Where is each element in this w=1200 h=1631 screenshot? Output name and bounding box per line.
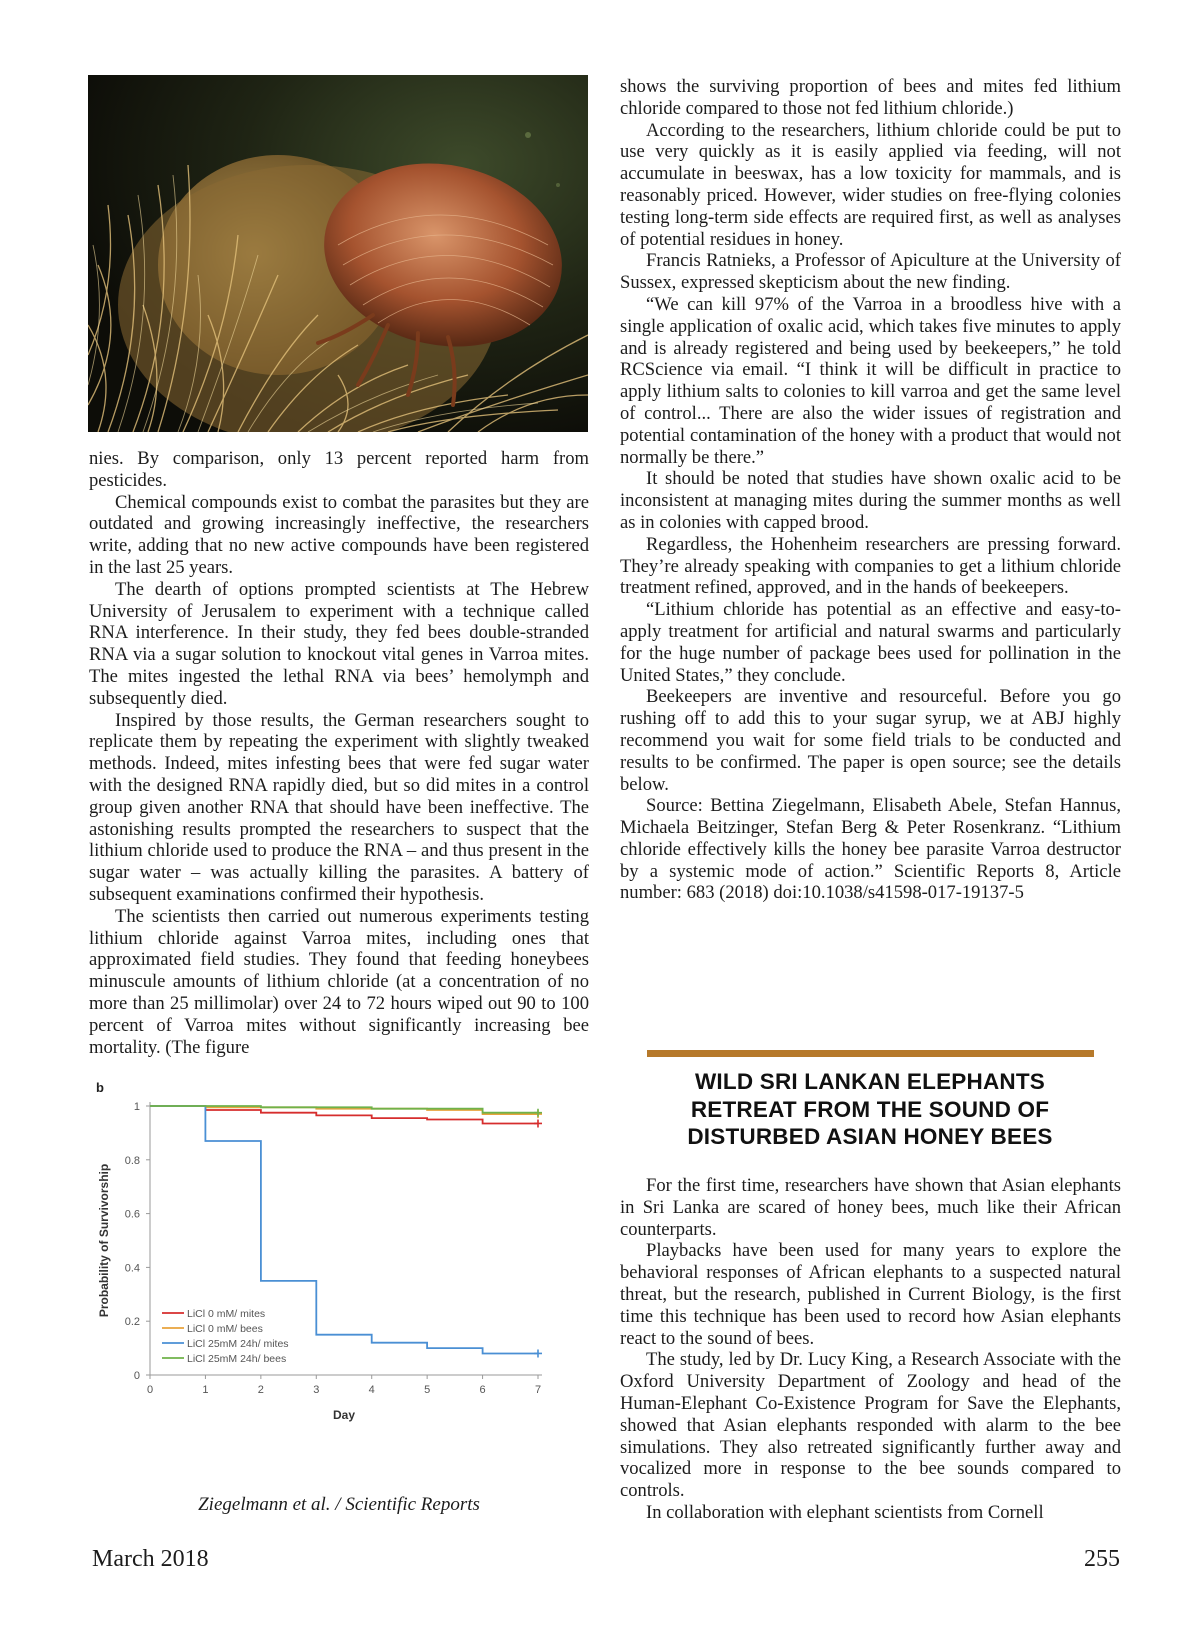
x-tick-label: 4 <box>368 1384 375 1396</box>
article-paragraph: For the first time, researchers have shown that Asian elephants in Sri Lanka are scared of honey bees, much like their African counterparts. <box>620 1175 1121 1240</box>
y-axis-label: Probability of Survivorship <box>97 1163 111 1318</box>
y-tick-label: 1 <box>133 1101 140 1113</box>
y-tick-label: 0.8 <box>124 1154 140 1167</box>
x-tick-label: 2 <box>257 1384 264 1396</box>
right-article-column-top <box>620 76 1121 904</box>
chart-axes <box>125 1101 542 1396</box>
legend-entry: LiCl 25mM 24h/ mites <box>187 1338 289 1350</box>
x-tick-label: 0 <box>146 1384 154 1396</box>
panel-label: b <box>96 1080 104 1095</box>
article-paragraph: According to the researchers, lithium chloride could be put to use very quickly as it is easily applied via feeding, will not accumulate in beeswax, has a low toxicity for mammals, and is reasonably priced. However, wider studies on free-flying colonies testing long-term side effects are required first, as well as analyses of potential residues in honey. <box>620 119 1121 250</box>
article-paragraph: Regardless, the Hohenheim researchers are pressing forward. They’re already speaking with companies to get a lithium chloride treatment refined, approved, and in the hands of beekeepers. <box>620 533 1121 599</box>
page-number: 255 <box>1084 1546 1120 1572</box>
article-paragraph: Chemical compounds exist to combat the parasites but they are outdated and growing increasingly ineffective, the researchers write, adding that no new active compounds have been registered in the last 25 years. <box>89 491 589 578</box>
article-paragraph: shows the surviving proportion of bees and mites fed lithium chloride compared to those not fed lithium chloride.) <box>620 76 1121 119</box>
x-axis-label: Day <box>332 1408 356 1422</box>
survivorship-chart <box>88 1080 590 1512</box>
article-paragraph: “We can kill 97% of the Varroa in a broodless hive with a single application of oxalic acid, which takes five minutes to apply and is already registered and being used by beekeepers,” he told RCScience via email. “I think it will be difficult in practice to apply lithium salts to colonies to kill varroa and get the same level of control... There are also the wider issues of registration and potential contamination of the honey with a product that would not normally be there.” <box>620 293 1121 468</box>
article-paragraph: Francis Ratnieks, a Professor of Apiculture at the University of Sussex, expressed skepticism about the new finding. <box>620 250 1121 294</box>
figure-caption: Ziegelmann et al. / Scientific Reports <box>198 1494 480 1515</box>
article-paragraph: Inspired by those results, the German researchers sought to replicate them by repeating the experiment with slightly tweaked methods. Indeed, mites infesting bees that were fed sugar water with the designed RNA rapidly died, but so did mites in a control group given another RNA that should have been ineffective. The astonishing results prompted the researchers to suspect that the lithium chloride used to produce the RNA – and thus present in the sugar water – was actually killing the parasites. A battery of subsequent examinations confirmed their hypothesis. <box>89 709 589 905</box>
y-tick-label: 0.2 <box>124 1316 140 1329</box>
article-paragraph: In collaboration with elephant scientists from Cornell <box>646 1501 1044 1523</box>
x-tick-label: 3 <box>313 1384 320 1396</box>
article-paragraph: The scientists then carried out numerous experiments testing lithium chloride against Varroa mites, including ones that approximated field studies. They found that feeding honeybees minuscule amounts of lithium chloride (at a concentration of no more than 25 millimolar) over 24 to 72 hours wiped out 90 to 100 percent of Varroa mites without significantly increasing bee mortality. (The figure <box>89 905 589 1058</box>
footer-date: March 2018 <box>92 1546 209 1572</box>
article-paragraph: The study, led by Dr. Lucy King, a Research Associate with the Oxford University Department of Zoology and head of the Human-Elephant Co-Existence Program for Save the Elephants, showed that Asian elephants responded with alarm to the bee simulations. They also retreated significantly further away and vocalized more in response to the bee sounds compared to controls. <box>620 1349 1121 1502</box>
varroa-mite-photo <box>88 75 588 432</box>
x-tick-label: 7 <box>534 1384 542 1396</box>
legend-entry: LiCl 25mM 24h/ bees <box>187 1353 287 1365</box>
y-tick-label: 0.6 <box>124 1208 140 1221</box>
chart-legend <box>162 1308 289 1365</box>
legend-entry: LiCl 0 mM/ mites <box>187 1308 266 1320</box>
y-tick-label: 0 <box>133 1370 140 1382</box>
y-tick-label: 0.4 <box>124 1262 140 1275</box>
x-tick-label: 5 <box>424 1384 431 1396</box>
right-article-column-bottom <box>620 1175 1121 1524</box>
censor-mark <box>534 1349 542 1357</box>
x-tick-label: 6 <box>479 1384 486 1396</box>
article-paragraph: “Lithium chloride has potential as an effective and easy-to-apply treatment for artificial and natural swarms and particularly for the huge number of package bees used for pollination in the United States,” they conclude. <box>620 599 1121 686</box>
censor-mark <box>534 1119 542 1127</box>
article-paragraph: The dearth of options prompted scientists at The Hebrew University of Jerusalem to experiment with a technique called RNA interference. In their study, they fed bees double-stranded RNA via a sugar solution to knockout vital genes in Varroa mites. The mites ingested the lethal RNA via bees’ hemolymph and subsequently died. <box>89 578 589 709</box>
article-paragraph: It should be noted that studies have shown oxalic acid to be inconsistent at managing mites during the summer months as well as in colonies with capped brood. <box>620 468 1121 533</box>
survivorship-chart-svg <box>88 1080 590 1490</box>
article-paragraph: nies. By comparison, only 13 percent reported harm from pesticides. <box>89 448 589 491</box>
x-tick-label: 1 <box>202 1384 209 1396</box>
article-paragraph: Playbacks have been used for many years to explore the behavioral responses of African elephants to a suspected natural threat, but the research, published in Current Biology, is the first time this technique has been used to record how Asian elephants react to the sound of bees. <box>620 1240 1121 1349</box>
varroa-mite-illustration <box>88 75 588 432</box>
legend-entry: LiCl 0 mM/ bees <box>187 1323 263 1335</box>
source-citation: Source: Bettina Ziegelmann, Elisabeth Abele, Stefan Hannus, Michaela Beitzinger, Stefan Berg & Peter Rosenkranz. “Lithium chloride effectively kills the honey bee parasite Varroa destructor by a systemic mode of action.” Scientific Reports 8, Article number: 683 (2018) doi:10.1038/s41598-017-19137-5 <box>620 795 1121 904</box>
censor-mark <box>534 1109 542 1117</box>
section-divider <box>647 1050 1094 1057</box>
article-paragraph: Beekeepers are inventive and resourceful. Before you go rushing off to add this to your sugar syrup, we at ABJ highly recommend you wait for some field trials to be conducted and results to be confirmed. The paper is open source; see the details below. <box>620 686 1121 795</box>
left-article-column <box>89 448 589 1058</box>
article-headline: WILD SRI LANKAN ELEPHANTS RETREAT FROM THE SOUND OF DISTURBED ASIAN HONEY BEES <box>687 1069 1053 1149</box>
